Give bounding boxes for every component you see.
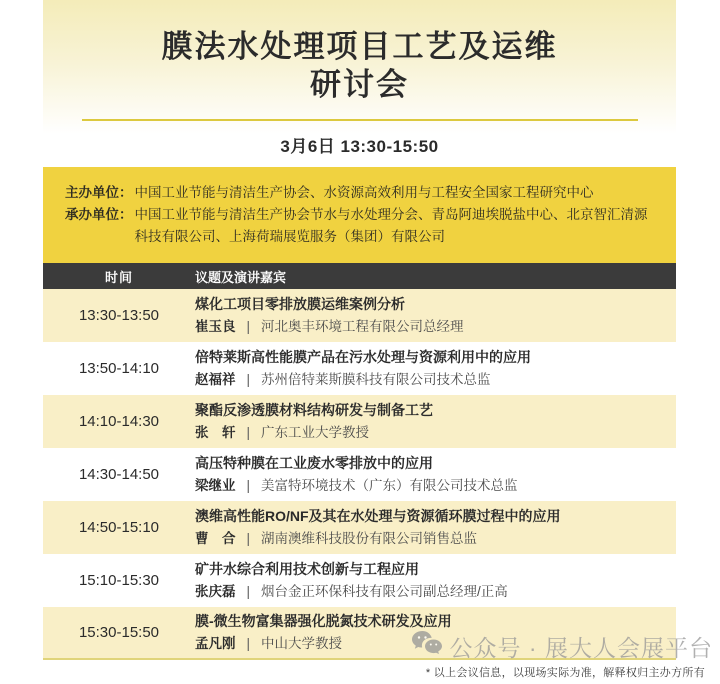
- speaker-affiliation: 烟台金正环保科技有限公司副总经理/正高: [261, 584, 508, 599]
- session-info: [195, 612, 676, 653]
- disclaimer-note: * 以上会议信息，以现场实际为准，解释权归主办方所有: [425, 667, 705, 679]
- schedule-row: [43, 342, 676, 395]
- hero-section: [43, 0, 676, 167]
- separator-bar: |: [246, 584, 251, 599]
- session-time: 14:10-14:30: [78, 413, 160, 430]
- separator-bar: |: [246, 425, 251, 440]
- page-title-line1: 膜法水处理项目工艺及运维: [161, 29, 558, 64]
- speaker-line: [195, 583, 666, 601]
- session-title: 煤化工项目零排放膜运维案例分析: [195, 296, 405, 312]
- separator-bar: |: [246, 319, 251, 334]
- speaker-line: [195, 530, 666, 548]
- undertaker-row: [65, 204, 652, 248]
- schedule-row: [43, 501, 676, 554]
- schedule-row: [43, 289, 676, 342]
- column-header-time: 时间: [104, 269, 133, 285]
- event-date: 3月6日 13:30-15:50: [280, 137, 439, 156]
- host-value: 中国工业节能与清洁生产协会、水资源高效利用与工程安全国家工程研究中心: [134, 185, 594, 200]
- session-title: 矿井水综合利用技术创新与工程应用: [195, 561, 419, 577]
- session-title: 澳维高性能RO/NF及其在水处理与资源循环膜过程中的应用: [195, 508, 561, 524]
- separator-bar: |: [246, 372, 251, 387]
- watermark-text: 公众号 · 展大人会展平台: [449, 635, 713, 661]
- schedule-header: [43, 263, 676, 289]
- session-info: [195, 295, 676, 336]
- page-title-line2: 研讨会: [310, 67, 409, 102]
- organizers-box: [43, 167, 676, 263]
- speaker-affiliation: 湖南澳维科技股份有限公司销售总监: [261, 531, 478, 546]
- page-title: [43, 0, 676, 104]
- speaker-line: [195, 424, 666, 442]
- speaker-name: 张 轩: [195, 425, 236, 440]
- session-info: [195, 454, 676, 495]
- session-info: [195, 507, 676, 548]
- speaker-name: 孟凡刚: [195, 636, 236, 651]
- speaker-name: 张庆磊: [195, 584, 236, 599]
- speaker-name: 曹 合: [195, 531, 236, 546]
- speaker-line: [195, 635, 666, 653]
- schedule-row: [43, 448, 676, 501]
- session-info: [195, 348, 676, 389]
- session-info: [195, 560, 676, 601]
- separator-bar: |: [246, 636, 251, 651]
- poster-content: [43, 0, 676, 660]
- speaker-line: [195, 477, 666, 495]
- session-title: 膜-微生物富集器强化脱氮技术研发及应用: [195, 613, 452, 629]
- speaker-affiliation: 广东工业大学教授: [261, 425, 370, 440]
- session-title: 高压特种膜在工业废水零排放中的应用: [195, 455, 433, 471]
- session-time: 13:50-14:10: [78, 360, 160, 377]
- separator-bar: |: [246, 531, 251, 546]
- separator-bar: |: [246, 478, 251, 493]
- speaker-name: 崔玉良: [195, 319, 236, 334]
- speaker-affiliation: 中山大学教授: [261, 636, 343, 651]
- speaker-affiliation: 苏州倍特莱斯膜科技有限公司技术总监: [261, 372, 491, 387]
- speaker-affiliation: 河北奥丰环境工程有限公司总经理: [261, 319, 464, 334]
- speaker-name: 赵福祥: [195, 372, 236, 387]
- schedule-row: [43, 554, 676, 607]
- undertaker-value: 中国工业节能与清洁生产协会节水与水处理分会、青岛阿迪埃脱盐中心、北京智汇清源科技有限公司、上海荷瑞展览服务（集团）有限公司: [134, 207, 648, 244]
- session-info: [195, 401, 676, 442]
- session-time: 13:30-13:50: [78, 307, 160, 324]
- speaker-affiliation: 美富特环境技术（广东）有限公司技术总监: [261, 478, 518, 493]
- session-time: 14:30-14:50: [78, 466, 160, 483]
- schedule-row: [43, 607, 676, 660]
- host-label: 主办单位：: [65, 185, 133, 200]
- gold-divider: [82, 119, 638, 121]
- speaker-line: [195, 371, 666, 389]
- speaker-name: 梁继业: [195, 478, 236, 493]
- session-time: 15:10-15:30: [78, 572, 160, 589]
- session-time: 15:30-15:50: [78, 624, 160, 641]
- column-header-topic: 议题及演讲嘉宾: [195, 269, 287, 285]
- speaker-line: [195, 318, 666, 336]
- session-title: 聚酯反渗透膜材料结构研发与制备工艺: [195, 402, 433, 418]
- schedule-row: [43, 395, 676, 448]
- session-time: 14:50-15:10: [78, 519, 160, 536]
- host-row: [65, 182, 652, 204]
- session-title: 倍特莱斯高性能膜产品在污水处理与资源利用中的应用: [195, 349, 531, 365]
- undertaker-label: 承办单位：: [65, 207, 133, 222]
